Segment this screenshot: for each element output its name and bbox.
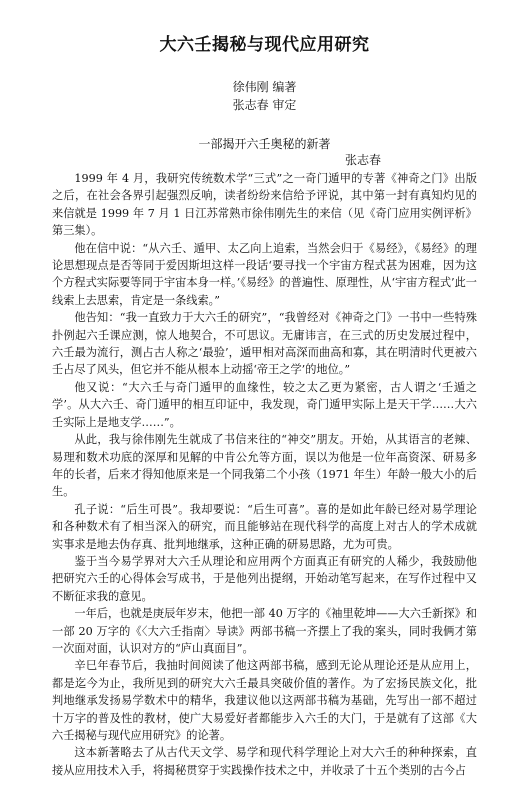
preface-author: 张志春 xyxy=(344,153,381,167)
paragraph: 鉴于当今易学界对大六壬从理论和应用两个方面真正有研究的人稀少，我鼓励他把研究六壬的心得体会写成书，于是他列出提纲，开始动笔写起来，在写作过程中又不断征求我的意见。 xyxy=(52,554,477,603)
paragraph: 他告知：“我一直致力于大六壬的研究”，“我曾经对《神奇之门》一书中一些特殊扑例起六壬课应测，惊人地契合，不可思议。无庸讳言，在三式的历史发展过程中，六壬最为流行，测占古人称之‘最验’，遁甲相对高深而曲高和寡，其在明清时代更被六壬占尽了风头，但它并不能从根本上动摇‘帝王之学’的地位。” xyxy=(52,311,477,377)
paragraph: 孔子说：“后生可畏”。我却要说：“后生可喜”。喜的是如此年龄已经对易学理论和各种数术有了相当深入的研究，而且能够站在现代科学的高度上对古人的学术成就实事求是地去伪存真、批判地继承，这种正确的研易思路，尤为可贵。 xyxy=(52,502,477,551)
author-credit: 徐伟刚 编著 xyxy=(232,80,297,94)
preface-body xyxy=(52,170,477,779)
paragraph: 他又说：“大六壬与奇门遁甲的血缘性，较之太乙更为紧密，古人谓之‘壬遁之学’。从大六壬、奇门遁甲的相互印证中，我发现，奇门遁甲实际上是天干学……大六壬实际上是地支学……”。 xyxy=(52,380,477,429)
reviewer-credit: 张志春 审定 xyxy=(232,98,297,112)
paragraph: 辛巳年春节后，我抽时间阅读了他这两部书稿，感到无论从理论还是从应用上，都是迄今为止，我所见到的研究大六壬最具突破价值的著作。为了宏扬民族文化，批判地继承发扬易学数术中的精华，我建议他以这两部书稿为基础，先写出一部不超过十万字的普及性的教材，使广大易爱好者都能步入六壬的大门，于是就有了这部《大六壬揭秘与现代应用研究》的论著。 xyxy=(52,659,477,742)
paragraph: 他在信中说：“从六壬、遁甲、太乙向上追索，当然会归于《易经》，《易经》的理论思想现点是否等同于爱因斯坦这样一段话‘要寻找一个宇宙方程式甚为困难，因为这个方程式实际要等同于宇宙本身一样。’《易经》的普遍性、原理性，从‘宇宙方程式’此一线索上去思索，肯定是一条线索。” xyxy=(52,241,477,307)
paragraph: 1999 年 4 月，我研究传统数术学“三式”之一奇门遁甲的专著《神奇之门》出版之后，在社会各界引起强烈反响，读者纷纷来信给予评说，其中第一封有真知灼见的来信就是 1999 年 7 月 1 日江苏常熟市徐伟刚先生的来信（见《奇门应用实例评析》第三集）。 xyxy=(52,172,477,238)
paragraph: 一年后，也就是庚辰年岁末，他把一部 40 万字的《袖里乾坤——大六壬新探》和一部 20 万字的《〈大六壬指南〉导读》两部书稿一齐摆上了我的案头，同时我俩才第一次面对面，认识对方的“庐山真面目”。 xyxy=(52,607,477,655)
paragraph: 这本新著略去了从古代天文学、易学和现代科学理论上对大六壬的种种探索，直接从应用技术入手，将揭秘贯穿于实践操作技术之中，并收录了十五个类别的古今占 xyxy=(52,746,477,777)
spacer xyxy=(52,114,477,136)
paragraph: 从此，我与徐伟刚先生就成了书信来往的“神交”朋友。开始，从其语言的老辣、易理和数术功底的深厚和见解的中肯公允等方面，误以为他是一位年高资深、研易多年的长者，后来才得知他原来是一个同我第二个小孩（1971 年生）年龄一般大小的后生。 xyxy=(52,433,477,499)
book-title: 大六壬揭秘与现代应用研究 xyxy=(159,35,370,55)
preface-title: 一部揭开六壬奥秘的新著 xyxy=(198,137,331,151)
